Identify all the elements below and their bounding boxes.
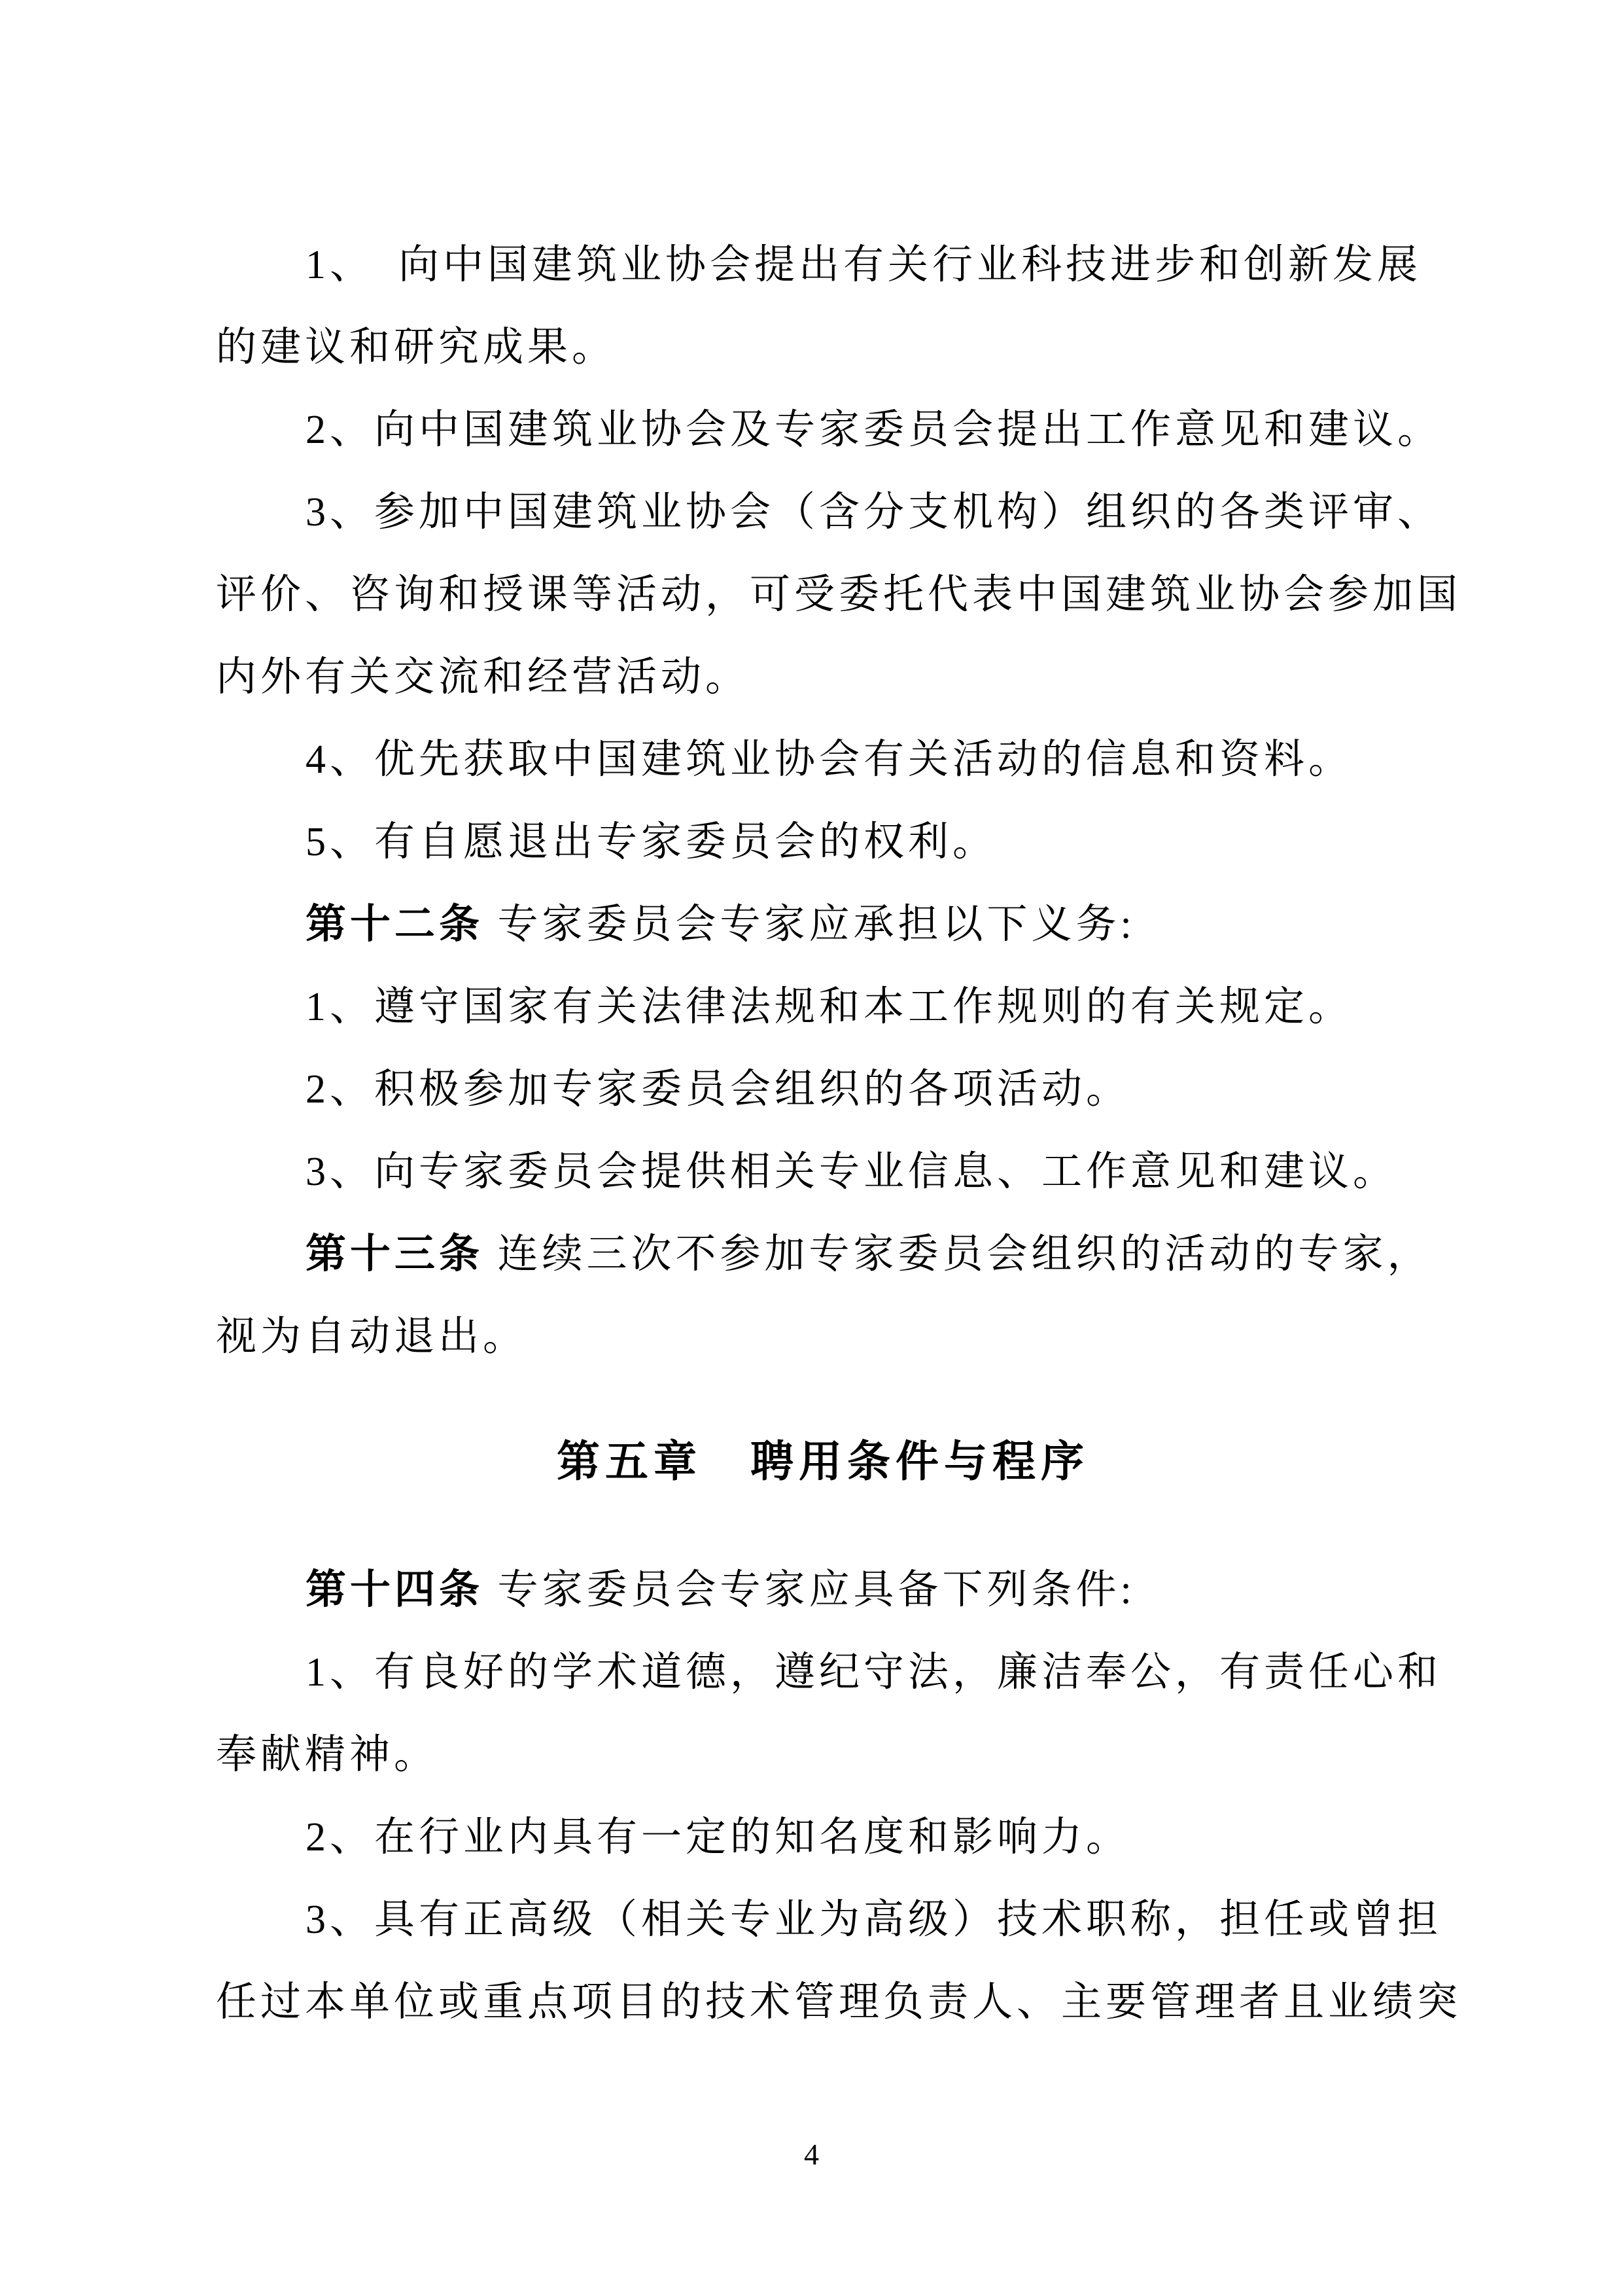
article-14-line bbox=[216, 1549, 1430, 1631]
article-12-line bbox=[216, 883, 1430, 966]
text-line: 1、 向中国建筑业协会提出有关行业科技进步和创新发展 bbox=[305, 243, 1422, 287]
document-body bbox=[216, 224, 1462, 2043]
text-line: 3、参加中国建筑业协会（含分支机构）组织的各类评审、 bbox=[305, 490, 1442, 535]
text-line: 5、有自愿退出专家委员会的权利。 bbox=[305, 820, 998, 864]
text-line: 4、优先获取中国建筑业协会有关活动的信息和资料。 bbox=[305, 737, 1353, 782]
text-line: 2、向中国建筑业协会及专家委员会提出工作意见和建议。 bbox=[305, 408, 1442, 452]
text-line: 2、积极参加专家委员会组织的各项活动。 bbox=[305, 1067, 1131, 1112]
text-line: 视为自动退出。 bbox=[216, 1315, 528, 1359]
article-13-text: 连续三次不参加专家委员会组织的活动的专家， bbox=[483, 1232, 1432, 1277]
article-12-label: 第十二条 bbox=[305, 902, 484, 947]
page-number: 4 bbox=[804, 2138, 819, 2171]
article-14-label: 第十四条 bbox=[305, 1567, 484, 1612]
text-line: 评价、咨询和授课等活动，可受委托代表中国建筑业协会参加国 bbox=[216, 573, 1462, 617]
article-13-label: 第十三条 bbox=[305, 1231, 484, 1277]
text-line: 的建议和研究成果。 bbox=[216, 325, 617, 370]
article-12-text: 专家委员会专家应承担以下义务: bbox=[483, 902, 1136, 947]
text-line: 1、有良好的学术道德，遵纪守法，廉洁奉公，有责任心和 bbox=[305, 1650, 1442, 1695]
text-line: 奉献精神。 bbox=[216, 1733, 439, 1777]
text-line: 内外有关交流和经营活动。 bbox=[216, 655, 750, 699]
text-line: 3、具有正高级（相关专业为高级）技术职称，担任或曾担 bbox=[305, 1898, 1442, 1942]
article-13-line bbox=[216, 1213, 1430, 1296]
article-14-text: 专家委员会专家应具备下列条件: bbox=[483, 1568, 1136, 1612]
text-line: 3、向专家委员会提供相关专业信息、工作意见和建议。 bbox=[305, 1150, 1398, 1194]
text-line: 2、在行业内具有一定的知名度和影响力。 bbox=[305, 1815, 1131, 1860]
text-line: 1、遵守国家有关法律法规和本工作规则的有关规定。 bbox=[305, 985, 1353, 1029]
text-line: 任过本单位或重点项目的技术管理负责人、主要管理者且业绩突 bbox=[216, 1980, 1462, 2024]
chapter-heading: 第五章 聘用条件与程序 bbox=[557, 1437, 1089, 1485]
